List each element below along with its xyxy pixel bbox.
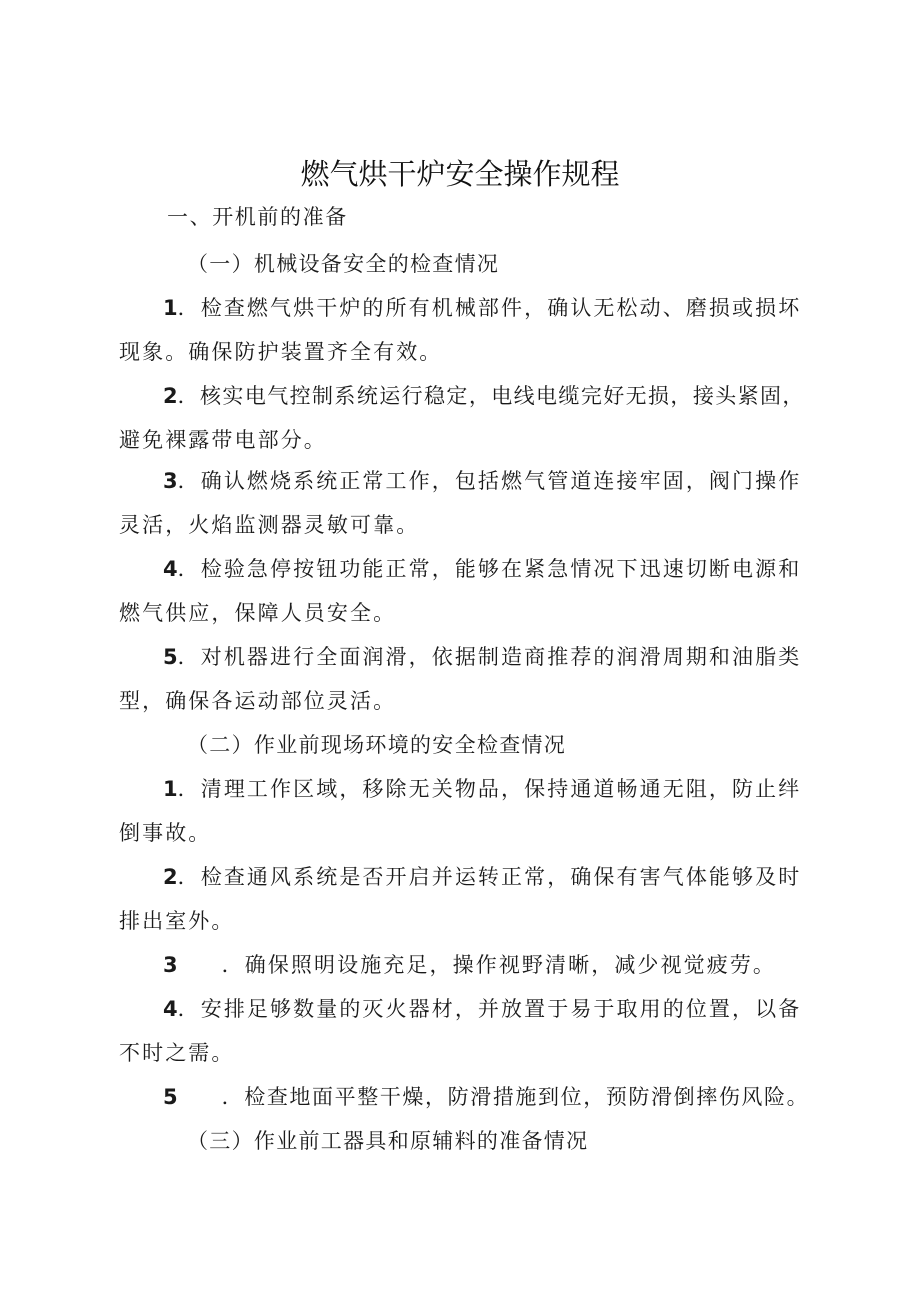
list-item-number: 4 xyxy=(163,997,178,1021)
list-item-continuation: 燃气供应，保障人员安全。 xyxy=(119,601,397,625)
list-item-first-line xyxy=(163,994,801,1024)
list-item-first-line xyxy=(163,293,801,323)
list-item-first-line xyxy=(163,862,801,892)
list-item-continuation: 排出室外。 xyxy=(119,909,235,933)
document-title: 燃气烘干炉安全操作规程 xyxy=(300,157,620,191)
list-item-number: 5 xyxy=(163,1085,178,1109)
list-item-number: 1 xyxy=(163,296,178,320)
list-item-continuation: 避免裸露带电部分。 xyxy=(119,428,327,452)
list-item-number: 2 xyxy=(163,865,178,889)
list-item-text: ．对机器进行全面润滑，依据制造商推荐的润滑周期和油脂类 xyxy=(177,645,802,669)
list-item-continuation: 现象。确保防护装置齐全有效。 xyxy=(119,340,443,364)
list-item-continuation: 型，确保各运动部位灵活。 xyxy=(119,689,397,713)
list-item-number: 3 xyxy=(163,953,178,977)
list-item-continuation: 不时之需。 xyxy=(119,1041,235,1065)
list-item-number: 4 xyxy=(163,557,178,581)
list-item-text: ．检查燃气烘干炉的所有机械部件，确认无松动、磨损或损坏 xyxy=(177,296,802,320)
list-item-first-line xyxy=(163,381,805,411)
subsection-heading: （三）作业前工器具和原辅料的准备情况 xyxy=(187,1129,589,1153)
list-item-number: 1 xyxy=(163,777,178,801)
list-item-text: ．检查地面平整干燥，防滑措施到位，预防滑倒摔伤风险。 xyxy=(221,1085,810,1109)
list-item-first-line xyxy=(163,642,801,672)
list-item-text: ．检验急停按钮功能正常，能够在紧急情况下迅速切断电源和 xyxy=(177,557,802,581)
list-item-text: ．清理工作区域，移除无关物品，保持通道畅通无阻，防止绊 xyxy=(177,777,802,801)
list-item-continuation: 倒事故。 xyxy=(119,821,212,845)
list-item-first-line xyxy=(163,466,801,496)
list-item-text: ．核实电气控制系统运行稳定，电线电缆完好无损，接头紧固， xyxy=(177,384,805,408)
list-item-first-line xyxy=(163,1082,809,1112)
list-item-text: ．确保照明设施充足，操作视野清晰，减少视觉疲劳。 xyxy=(221,953,777,977)
list-item-text: ．检查通风系统是否开启并运转正常，确保有害气体能够及时 xyxy=(177,865,802,889)
section-heading: 一、开机前的准备 xyxy=(167,205,348,229)
list-item-continuation: 灵活，火焰监测器灵敏可靠。 xyxy=(119,513,420,537)
list-item-first-line xyxy=(163,950,776,980)
list-item-number: 2 xyxy=(163,384,178,408)
list-item-number: 3 xyxy=(163,469,178,493)
list-item-text: ．确认燃烧系统正常工作，包括燃气管道连接牢固，阀门操作 xyxy=(177,469,802,493)
list-item-number: 5 xyxy=(163,645,178,669)
list-item-first-line xyxy=(163,554,801,584)
list-item-first-line xyxy=(163,774,801,804)
subsection-heading: （一）机械设备安全的检查情况 xyxy=(187,252,500,276)
subsection-heading: （二）作业前现场环境的安全检查情况 xyxy=(187,733,567,757)
list-item-text: ．安排足够数量的灭火器材，并放置于易于取用的位置，以备 xyxy=(177,997,802,1021)
